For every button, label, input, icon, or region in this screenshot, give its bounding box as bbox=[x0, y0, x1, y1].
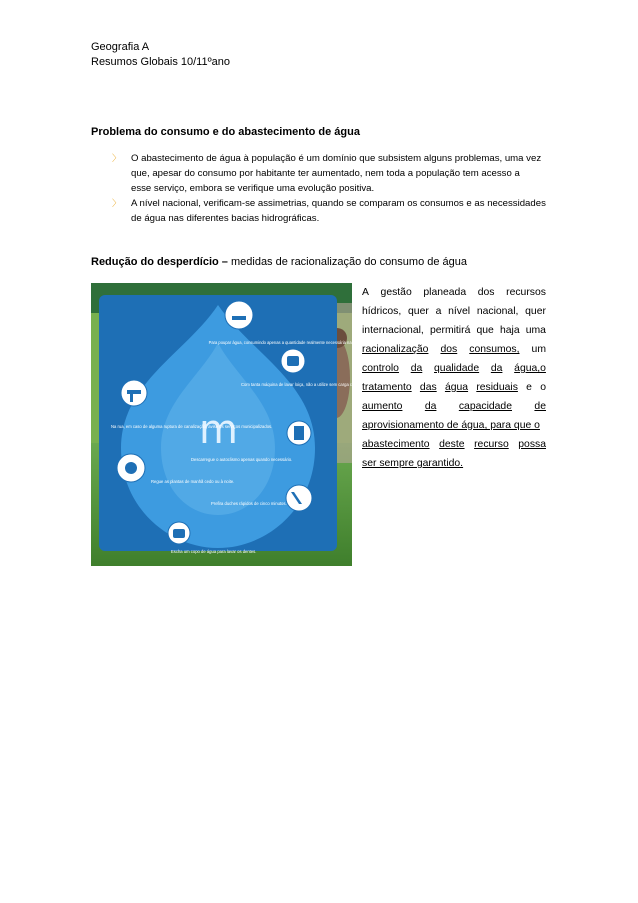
word: que bbox=[476, 325, 494, 336]
paragraph-line bbox=[362, 435, 546, 454]
word: da bbox=[424, 401, 437, 412]
paragraph-line bbox=[362, 454, 546, 473]
paragraph-line bbox=[362, 340, 546, 359]
word: hídricos, bbox=[362, 306, 402, 317]
word: permitirá bbox=[429, 325, 471, 336]
paragraph-line bbox=[362, 321, 546, 340]
word: nível bbox=[448, 306, 471, 317]
subject-subtitle: Resumos Globais 10/11ºano bbox=[91, 56, 230, 68]
poster-text: Prefira duches rápidos de cinco minutos. bbox=[211, 501, 287, 506]
word: dos bbox=[440, 344, 458, 355]
bullet-chevron-icon: 〉 bbox=[112, 198, 122, 208]
word: da bbox=[410, 363, 423, 374]
poster-text: Regue as plantas de manhã cedo ou à noite. bbox=[151, 479, 235, 484]
word: deste bbox=[439, 439, 465, 450]
word: recurso bbox=[474, 439, 509, 450]
word: controlo bbox=[362, 363, 399, 374]
word: água,o bbox=[514, 363, 546, 374]
water-management-paragraph bbox=[362, 283, 546, 473]
word: nacional, bbox=[476, 306, 519, 317]
word: o bbox=[540, 382, 546, 393]
bullet-line: de água nas diferentes bacias hidrográficas. bbox=[131, 213, 320, 224]
word: e bbox=[526, 382, 532, 393]
bullet-item bbox=[112, 196, 547, 226]
reduction-heading bbox=[91, 256, 467, 268]
word: ser sempre garantido. bbox=[362, 458, 464, 469]
word: qualidade bbox=[434, 363, 480, 374]
subject-title: Geografia A bbox=[91, 41, 150, 53]
problem-heading: Problema do consumo e do abastecimento de água bbox=[91, 126, 360, 138]
word: de bbox=[534, 401, 546, 412]
word: capacidade bbox=[458, 401, 512, 412]
word: racionalização bbox=[362, 344, 429, 355]
word: residuais bbox=[476, 382, 518, 393]
bullet-line: esse serviço, embora se verifique uma evolução positiva. bbox=[131, 183, 375, 194]
paragraph-line bbox=[362, 283, 546, 302]
bullet-line: A nível nacional, verificam-se assimetrias, quando se comparam os consumos e as necessidades bbox=[131, 198, 546, 209]
word: água bbox=[444, 382, 469, 393]
word: abastecimento bbox=[362, 439, 430, 450]
poster-text: Na rua, em caso de alguma ruptura de canalização, avise os serviços municipalizados. bbox=[111, 424, 273, 429]
word: possa bbox=[518, 439, 546, 450]
paragraph-line bbox=[362, 416, 546, 435]
bullet-item bbox=[112, 151, 547, 196]
word: quer bbox=[408, 306, 429, 317]
document-header bbox=[91, 40, 230, 70]
poster-text: Para poupar água, consumindo apenas a quantidade realmente necessária na actividade diária. bbox=[208, 339, 384, 345]
word: dos bbox=[477, 287, 495, 298]
poster-text: Com tanta máquina de lavar loiça, não a utilize sem carga completa. bbox=[241, 382, 369, 387]
paragraph-line bbox=[362, 378, 546, 397]
problem-bullet-list bbox=[112, 151, 547, 226]
word: quer bbox=[525, 306, 546, 317]
word: da bbox=[490, 363, 503, 374]
reduction-heading-bold: Redução do desperdício – bbox=[91, 256, 228, 268]
word: haja bbox=[499, 325, 520, 336]
word: aprovisionamento de água, para que o bbox=[362, 420, 540, 431]
word: gestão bbox=[380, 287, 412, 298]
word: uma bbox=[525, 325, 546, 336]
word: recursos bbox=[506, 287, 546, 298]
poster-text: Descarregue o autoclismo apenas quando necessário. bbox=[191, 457, 293, 462]
word: tratamento bbox=[362, 382, 412, 393]
reduction-heading-rest: medidas de racionalização do consumo de água bbox=[227, 256, 468, 268]
word: um bbox=[531, 344, 546, 355]
bullet-chevron-icon: 〉 bbox=[112, 153, 122, 163]
word: A bbox=[362, 287, 369, 298]
word: aumento bbox=[362, 401, 403, 412]
word: consumos, bbox=[469, 344, 520, 355]
word: a bbox=[435, 306, 442, 317]
svg-text:m: m bbox=[199, 407, 238, 453]
paragraph-line bbox=[362, 302, 546, 321]
poster-text: Escha um copo de água para lavar os dentes. bbox=[171, 549, 257, 554]
word: planeada bbox=[423, 287, 467, 298]
paragraph-line bbox=[362, 397, 546, 416]
bullet-line: que, apesar do consumo por habitante ter aumentado, nem toda a população tem acesso a bbox=[131, 168, 520, 179]
paragraph-line bbox=[362, 359, 546, 378]
word: das bbox=[419, 382, 437, 393]
bullet-line: O abastecimento de água à população é um domínio que subsistem alguns problemas, uma vez bbox=[131, 153, 542, 164]
word: internacional, bbox=[362, 325, 424, 336]
